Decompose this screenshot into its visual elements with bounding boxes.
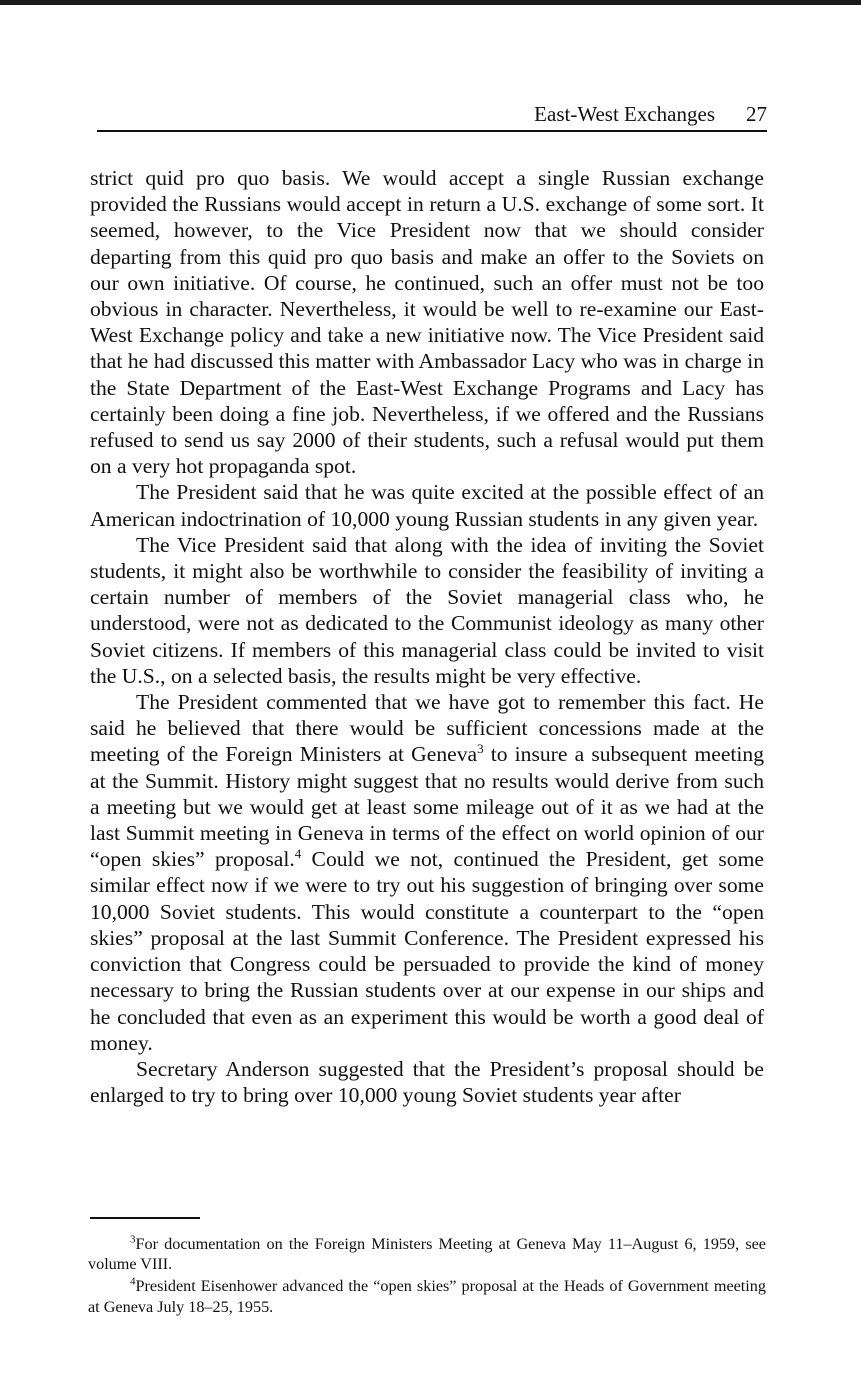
paragraph-5: Secretary Anderson suggested that the President’s proposal should be enlarged to try to bring over 10,000 young Soviet students year after	[90, 1056, 764, 1108]
paragraph-4	[90, 689, 764, 1056]
paragraph-2: The President said that he was quite excited at the possible effect of an American indoctrination of 10,000 young Russian students in any given year.	[90, 480, 764, 531]
paragraph-1: strict quid pro quo basis. We would accept a single Russian exchange provided the Russians would accept in return a U.S. exchange of some sort. It seemed, however, to the Vice President now that we should consider departing from this quid pro quo basis and make an offer to the Soviets on our own initiative. Of course, he continued, such an offer must not be too obvious in character. Nevertheless, it would be well to re-examine our East-West Exchange policy and take a new initiative now. The Vice President said that he had discussed this matter with Ambassador Lacy who was in charge in the State Department of the East-West Exchange Programs and Lacy has certainly been doing a fine job. Nevertheless, if we offered and the Russians refused to send us say 2000 of their students, such a refusal would put them on a very hot propaganda spot.	[90, 166, 764, 479]
page-number: 27	[746, 102, 767, 126]
paragraph-4-part-1: The President commented that we have got to remember this fact. He said he believed that there would be sufficient concessions made at the meeting of the Foreign Ministers at Geneva	[90, 690, 764, 767]
footnote-3-number: 3	[130, 1233, 136, 1246]
footnote-4-number: 4	[130, 1276, 136, 1289]
footnote-4	[88, 1276, 766, 1316]
footnotes	[88, 1234, 766, 1319]
footnote-ref-3: 3	[477, 741, 484, 757]
paragraph-3: The Vice President said that along with the idea of inviting the Soviet students, it might also be worthwhile to consider the feasibility of inviting a certain number of members of the Soviet managerial class who, he understood, were not as dedicated to the Communist ideology as many other Soviet citizens. If members of this managerial class could be invited to visit the U.S., on a selected basis, the results might be very effective.	[90, 532, 764, 688]
body-text	[90, 165, 764, 1108]
paragraph-4-part-2: to insure a subsequent meeting at the Summit. History might suggest that no results would derive from such a meeting but we would get at least some mileage out of it as we had at the last Summit meeting in Geneva in terms of the effect on world opinion of our “open skies” proposal.	[90, 742, 764, 872]
footnote-3-text: For documentation on the Foreign Ministers Meeting at Geneva May 11–August 6, 1959, see volume VIII.	[88, 1235, 766, 1274]
running-header	[97, 100, 767, 132]
running-header-title: East-West Exchanges	[534, 102, 715, 126]
footnote-3	[88, 1234, 766, 1274]
page-top-edge	[0, 0, 861, 5]
footnote-ref-4: 4	[294, 846, 302, 862]
paragraph-4-part-3: Could we not, continued the President, get some similar effect now if we were to try out his suggestion of bringing over some 10,000 Soviet students. This would constitute a counterpart to the “open skies” proposal at the last Summit Conference. The President expressed his conviction that Congress could be persuaded to provide the kind of money necessary to bring the Russian students over at our expense in our ships and he concluded that even as an experiment this would be worth a good deal of money.	[90, 847, 764, 1055]
footnote-separator	[90, 1217, 200, 1219]
footnote-4-text: President Eisenhower advanced the “open skies” proposal at the Heads of Government meeting at Geneva July 18–25, 1955.	[88, 1277, 766, 1316]
